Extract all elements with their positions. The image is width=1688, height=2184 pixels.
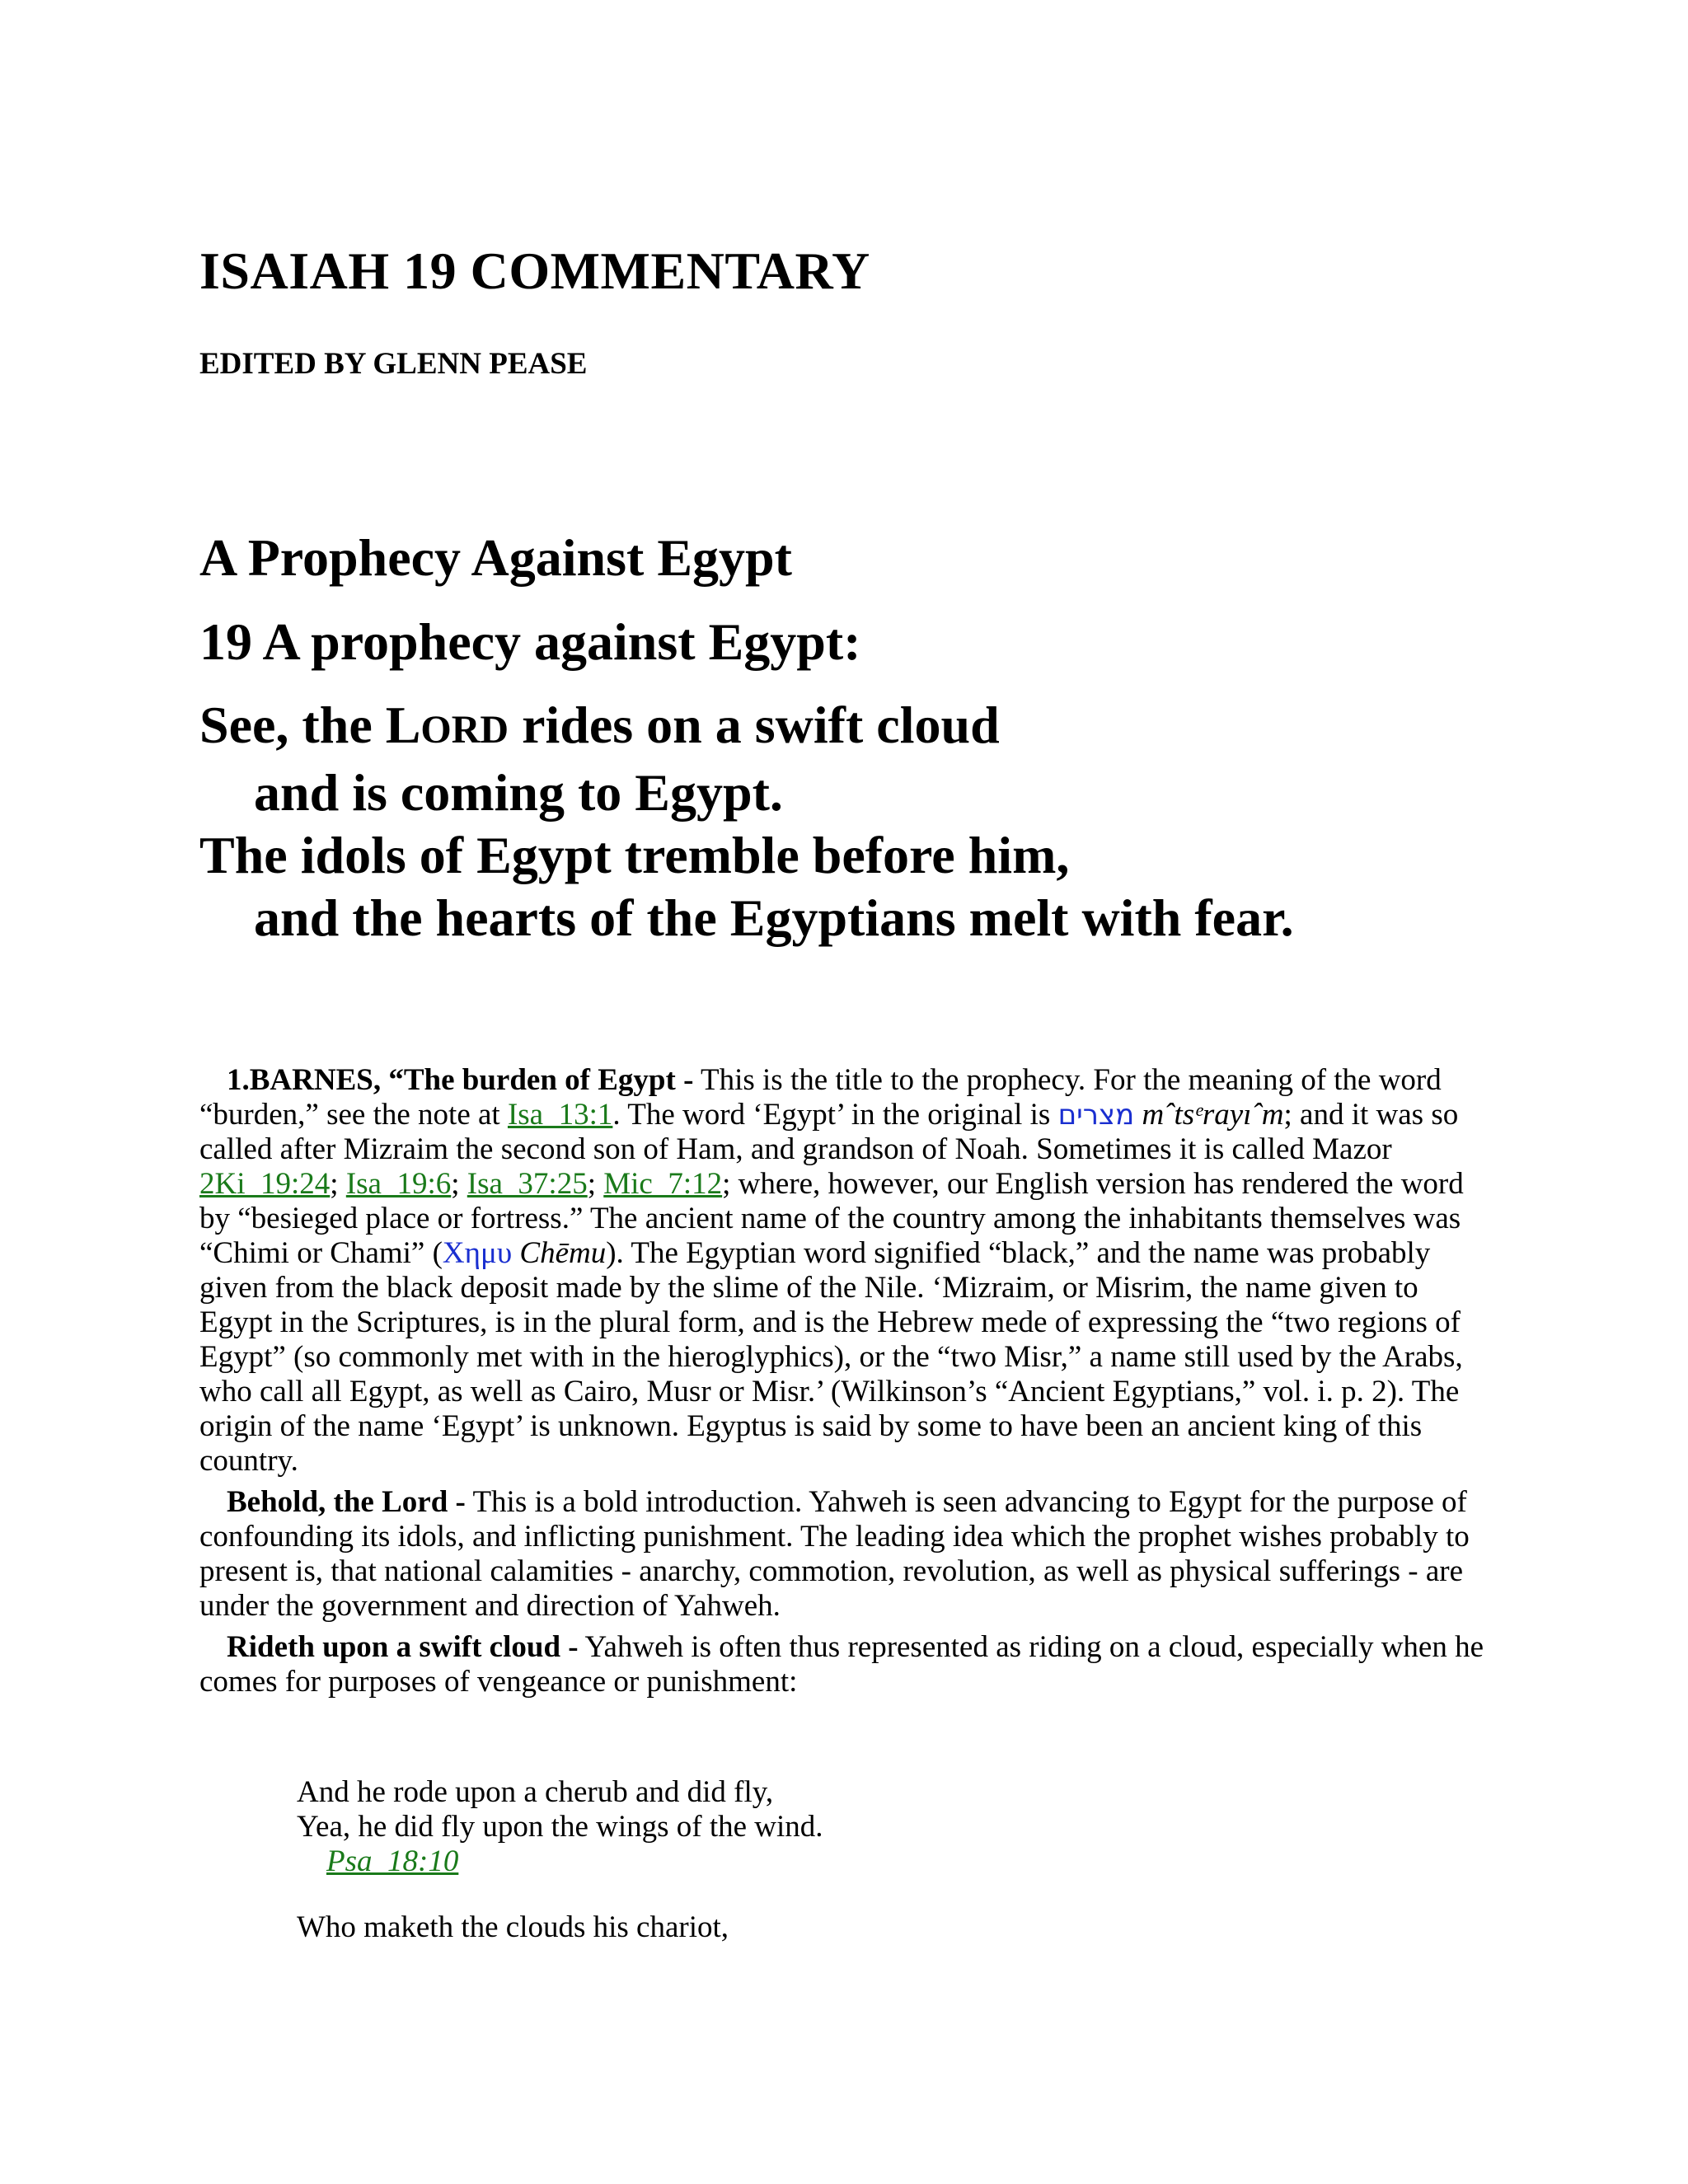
quote-reference-link[interactable]: Psa_18:10: [326, 1844, 459, 1878]
commentary-body: [199, 1063, 1485, 1706]
hebrew-transliteration: mˆtsᵉrayıˆm: [1142, 1098, 1284, 1132]
scripture-link[interactable]: Isa_19:6: [345, 1167, 452, 1201]
verse-line-3: The idols of Egypt tremble before him,: [199, 826, 1070, 884]
verse-line-2: and is coming to Egypt.: [254, 763, 783, 822]
verse-text: [199, 694, 1294, 949]
verse-line-4: and the hearts of the Egyptians melt with fear.: [254, 888, 1294, 947]
scripture-link[interactable]: Isa_13:1: [507, 1098, 613, 1132]
commentary-lead: Behold, the Lord -: [227, 1485, 466, 1519]
quote-line-1: And he rode upon a cherub and did fly,: [297, 1775, 774, 1809]
hebrew-word: מצרים: [1057, 1099, 1135, 1132]
commentary-paragraph-1: 1.BARNES, “The burden of Egypt - This is the title to the prophecy. For the meaning of the word “burden,” see the note at Isa_13:1. The word ‘Egypt’ in the original is מצרים mˆtsᵉrayıˆm; and it was so called after Mizraim the second son of Ham, and grandson of Noah. Sometimes it is called Mazor 2Ki_19:24; Isa_19:6; Isa_37:25; Mic_7:12; where, however, our English version has rendered the word by “besieged place or fortress.” The ancient name of the country among the inhabitants themselves was “Chimi or Chami” (Χημυ Chēmu). The Egyptian word signified “black,” and the name was probably given from the black deposit made by the slime of the Nile. ‘Mizraim, or Misrim, the name given to Egypt in the Scriptures, is in the plural form, and is the Hebrew mede of expressing the “two regions of Egypt” (so commonly met with in the hieroglyphics), or the “two Misr,” a name still used by the Arabs, who call all Egypt, as well as Cairo, Musr or Misr.’ (Wilkinson’s “Ancient Egyptians,” vol. i. p. 2). The origin of the name ‘Egypt’ is unknown. Egyptus is said by some to have been an ancient king of this country.: [199, 1063, 1464, 1478]
editor-credit: EDITED BY GLENN PEASE: [199, 347, 588, 381]
commentary-lead: Rideth upon a swift cloud -: [227, 1630, 579, 1664]
quote-line-2: Yea, he did fly upon the wings of the wind.: [297, 1810, 823, 1844]
scripture-link[interactable]: Isa_37:25: [467, 1167, 588, 1201]
greek-word: Χημυ: [442, 1236, 513, 1270]
verse-title: 19 A prophecy against Egypt:: [199, 612, 861, 671]
commentary-paragraph-2: Behold, the Lord - This is a bold introduction. Yahweh is seen advancing to Egypt for the purpose of confounding its idols, and inflicting punishment. The leading idea which the prophet wishes probably to present is, that national calamities - anarchy, commotion, revolution, as well as physical sufferings - are under the government and direction of Yahweh.: [199, 1485, 1470, 1623]
section-heading: A Prophecy Against Egypt: [199, 528, 792, 587]
commentary-paragraph-3: Rideth upon a swift cloud - Yahweh is often thus represented as riding on a cloud, especially when he comes for purposes of vengeance or punishment:: [199, 1630, 1484, 1699]
quote-line-3: Who maketh the clouds his chariot,: [297, 1910, 729, 1944]
commentary-lead: 1.BARNES, “The burden of Egypt -: [227, 1063, 694, 1097]
verse-line-1: See, the LORD rides on a swift cloud: [199, 696, 1000, 754]
scripture-quote: [297, 1775, 823, 1879]
scripture-link[interactable]: Mic_7:12: [603, 1167, 723, 1201]
document-title: ISAIAH 19 COMMENTARY: [199, 241, 870, 300]
greek-transliteration: Chēmu: [519, 1236, 607, 1270]
small-caps-lord: ORD: [420, 708, 509, 752]
scripture-link[interactable]: 2Ki_19:24: [199, 1167, 331, 1201]
